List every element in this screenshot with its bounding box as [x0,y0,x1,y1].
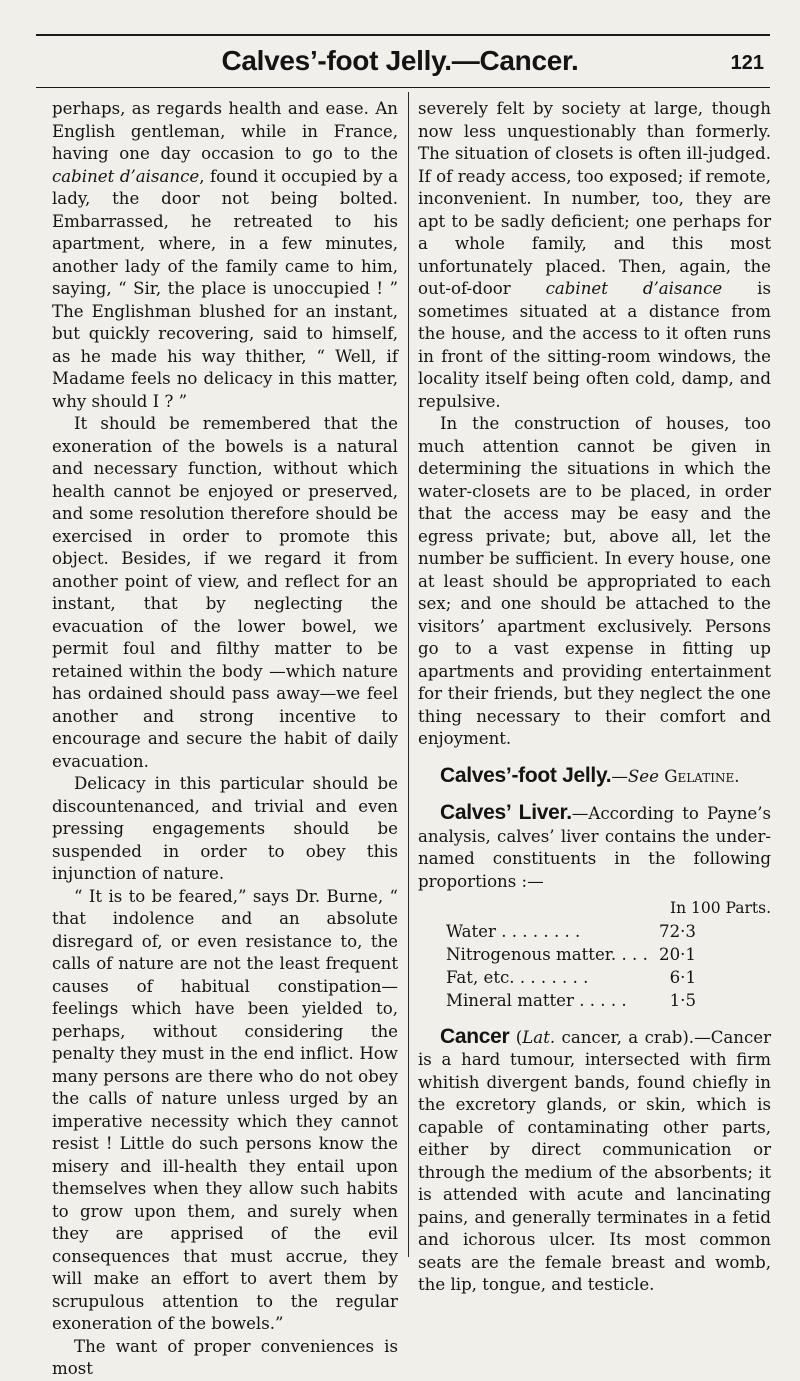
italic-term: cabinet d’aisance [545,279,723,298]
entry-calves-foot-jelly [418,765,771,789]
left-column [52,98,398,1381]
composition-table [446,920,696,1012]
text-run: is sometimes situated at a distance from the house, and the access to it often runs in front of the sitting-room windows, the locality itself being often cold, damp, and repulsive. [418,279,771,411]
constituent-label [446,966,648,989]
see-label: See [627,766,659,786]
column-divider [408,92,409,1257]
dash: — [611,766,628,786]
page-number: 121 [730,52,764,74]
table-row [446,989,696,1012]
running-head: Calves’-foot Jelly.—Cancer. [221,45,579,76]
constituent-name: Fat, etc. [446,967,515,987]
header-rule [36,87,770,88]
entry-heading: Cancer [440,1024,510,1048]
paragraph: The want of proper conveniences is most [52,1336,398,1378]
text-run: cancer, a crab). [555,1027,695,1047]
dot-leader: . . . . . . . [514,967,589,987]
table-row [446,920,696,943]
text-run: perhaps, as regards health and ease. An English gentleman, while in France, having one day occasion to go to the [52,99,398,163]
entry-text: —Cancer is a hard tumour, intersected with firm whitish divergent bands, found chiefly in the excretory glands, or skin, which is capable of contaminating other parts, either by direct communication or through the medium of the absorbents; it is attended with acute and lancinating pains, and generally terminates in a fetid and ichorous ulcer. Its most common seats are the female breast and womb, the lip, tongue, and testicle. [418,1027,772,1294]
paragraph: Delicacy in this particular should be discountenanced, and trivial and even pressing engagements should be suspended in order to obey this injunction of nature. [52,774,398,883]
constituent-label [446,989,648,1012]
constituent-name: Mineral matter [446,990,574,1010]
entry-heading: Calves’ Liver. [440,801,572,824]
constituent-label [446,943,648,966]
table-row [446,966,696,989]
right-column [418,98,771,1297]
text-run: , found it occupied by a lady, the door not being bolted. Embarrassed, he retreated to his apartment, where, in a few minutes, another lady of the family came to him, saying, “ Sir, the place is unoccupied ! ” The Englishman blushed for an instant, but quickly recovering, said to himself, as he made his way thither, “ Well, if Madame feels no delicacy in this matter, why should I ? ” [52,166,399,411]
constituent-name: Nitrogenous matter [446,944,611,964]
paragraph: In the construction of houses, too much attention cannot be given in determining the situations in which the water-closets are to be placed, in order that the access may be easy and the egress private; but, above all, let the number be sufficient. In every house, one at least should be appropriated to each sex; and one should be attached to the visitors’ apartment exclusively. Persons go to a vast expense in fitting up apartments and providing entertainment for their friends, but they neglect the one thing necessary to their comfort and enjoyment. [418,414,771,748]
text-run: severely felt by society at large, though now less unquestionably than formerly. The situation of closets is often ill-judged. If of ready access, too exposed; if remote, inconvenient. In number, too, they are apt to be sadly deficient; one perhaps for a whole family, and this most unfortunately placed. Then, again, the out-of-door [418,99,771,298]
dot-leader: . . . . . . . . [495,921,581,941]
paragraph [52,98,398,413]
constituent-value: 72·3 [659,921,696,941]
entry-calves-liver [418,802,771,893]
entry-cancer [418,1026,771,1297]
dot-leader: . . . . . [573,990,627,1010]
table-caption: In 100 Parts. [669,899,771,917]
constituent-value: 20·1 [659,944,696,964]
text-run: ( [509,1027,523,1047]
constituent-value: 1·5 [669,990,696,1010]
top-rule [36,34,770,36]
paragraph: It should be remembered that the exoneration of the bowels is a natural and necessary function, without which health cannot be enjoyed or preserved, and some resolution therefore should be exercised in order to promote this object. Besides, if we regard it from another point of view, and reflect for an instant, that by neglecting the evacuation of the lower bowel, we permit foul and filthy matter to be retained within the body —which nature has ordained should pass away—we feel another and strong incentive to encourage and secure the habit of daily evacuation. [52,414,398,771]
italic-term: cabinet d’aisance [52,166,200,186]
entry-text: —According to Payne’s analysis, calves’ liver contains the under-named constituents in the following proportions :— [418,804,771,891]
cross-reference: Gelatine [664,766,735,786]
paragraph [418,98,771,413]
punctuation: . [734,766,740,786]
constituent-name: Water [446,921,496,941]
constituent-label [446,920,648,943]
constituent-value: 6·1 [669,967,696,987]
quote-paragraph: “ It is to be feared,” says Dr. Burne, “ that indolence and an absolute disregard of, or even resistance to, the calls of nature are not the least frequent causes of habitual constipation— feelings which have been yielded to, perhaps, without considering the penalty they must in the end inflict. How many persons are there who do not obey the calls of nature unless urged by an imperative necessity which they cannot resist ! Little do such persons know the misery and ill-health they entail upon themselves when they allow such habits to grow upon them, and surely when they are apprised of the evil consequences that must accrue, they will make an effort to avert them by scrupulous attention to the regular exoneration of the bowels.” [52,886,398,1333]
dot-leader: . . . . [610,944,648,964]
italic-term: Lat. [522,1027,556,1047]
page-header [0,44,800,84]
entry-heading: Calves’-foot Jelly. [440,763,612,787]
table-row [446,943,696,966]
